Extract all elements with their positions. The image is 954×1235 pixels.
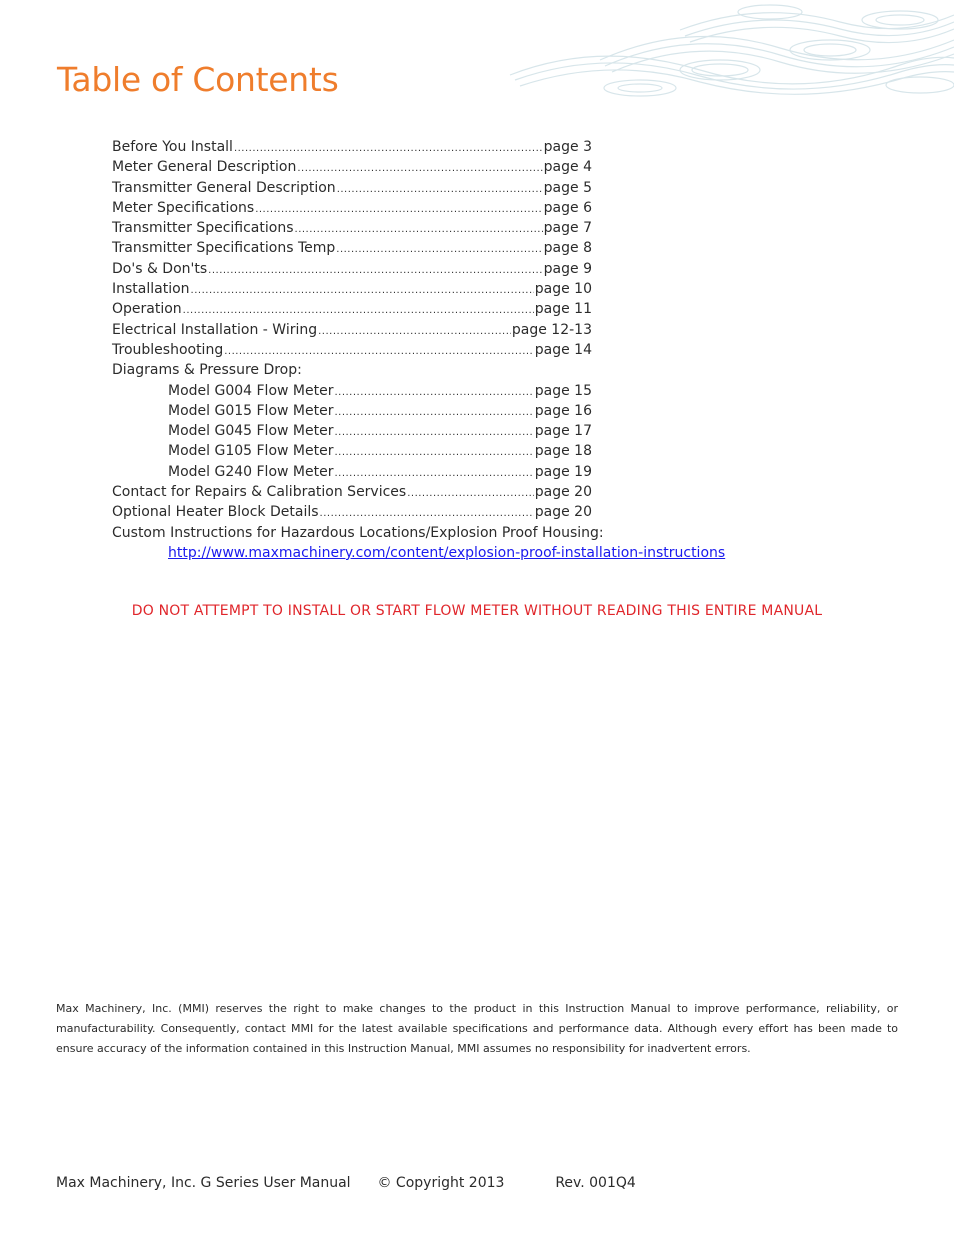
toc-entry-page: page 11	[534, 301, 592, 318]
toc-entry-page: page 10	[534, 281, 592, 298]
toc-entry-page: page 18	[534, 443, 592, 460]
leader-dots	[208, 261, 543, 281]
custom-instructions-heading: Custom Instructions for Hazardous Locations/Explosion Proof Housing:	[112, 524, 604, 541]
toc-entry	[112, 157, 592, 177]
toc-entry-label: Contact for Repairs & Calibration Services	[112, 484, 407, 501]
toc-entry-label: Meter General Description	[112, 159, 297, 176]
toc-entry-page: page 8	[543, 240, 592, 257]
toc-entry-page: page 9	[543, 260, 592, 277]
leader-dots	[234, 139, 543, 159]
toc-entry	[112, 462, 592, 482]
explosion-proof-instructions-link[interactable]: http://www.maxmachinery.com/content/explosion-proof-installation-instructions	[168, 544, 726, 561]
toc-entry	[112, 198, 592, 218]
leader-dots	[334, 403, 533, 423]
toc-entry-page: page 3	[543, 139, 592, 155]
table-of-contents	[112, 137, 726, 563]
toc-entry-page: page 20	[534, 484, 592, 501]
toc-entry-page: page 7	[543, 220, 592, 237]
page-title: Table of Contents	[57, 60, 339, 99]
toc-entry-page: page 15	[534, 382, 592, 399]
toc-section-heading	[112, 360, 592, 380]
toc-entry-page: page 17	[534, 423, 592, 440]
toc-entry	[112, 482, 592, 502]
leader-dots	[320, 504, 534, 524]
toc-section-heading	[112, 523, 732, 543]
toc-entry-page: page 12-13	[511, 321, 592, 338]
toc-entry-label: Model G105 Flow Meter	[168, 443, 334, 460]
toc-entry	[112, 320, 592, 340]
leader-dots	[334, 443, 533, 463]
leader-dots	[334, 464, 533, 484]
leader-dots	[191, 281, 534, 301]
toc-entry-label: Model G045 Flow Meter	[168, 423, 334, 440]
toc-entry-label: Model G240 Flow Meter	[168, 463, 334, 480]
toc-entry	[112, 218, 592, 238]
leader-dots	[255, 200, 542, 220]
leader-dots	[334, 383, 533, 403]
toc-entry-label: Meter Specifications	[112, 199, 255, 216]
leader-dots	[183, 301, 534, 321]
toc-entry-page: page 19	[534, 463, 592, 480]
toc-entry	[112, 299, 592, 319]
toc-entry-label: Transmitter General Description	[112, 179, 336, 196]
page-footer	[56, 1175, 636, 1191]
toc-entry-label: Model G015 Flow Meter	[168, 402, 334, 419]
toc-entry	[112, 421, 592, 441]
toc-entry-label: Installation	[112, 281, 190, 298]
toc-entry	[112, 137, 592, 157]
toc-entry-label: Operation	[112, 301, 182, 318]
warning-notice: DO NOT ATTEMPT TO INSTALL OR START FLOW METER WITHOUT READING THIS ENTIRE MANUAL	[131, 603, 823, 619]
toc-entry-label: Before You Install	[112, 139, 233, 155]
leader-dots	[295, 220, 543, 240]
leader-dots	[224, 342, 534, 362]
footer-revision: Rev. 001Q4	[555, 1175, 636, 1191]
toc-entry-label: Transmitter Specifications	[112, 220, 294, 237]
toc-entry-page: page 6	[543, 199, 592, 216]
leader-dots	[318, 322, 511, 342]
toc-entry-label: Do's & Don'ts	[112, 260, 208, 277]
toc-entry-label: Electrical Installation - Wiring	[112, 321, 318, 338]
toc-entry-page: page 4	[543, 159, 592, 176]
footer-manual-name: Max Machinery, Inc. G Series User Manual	[56, 1175, 351, 1191]
toc-entry	[112, 178, 592, 198]
toc-entry	[112, 259, 592, 279]
toc-entry	[112, 279, 592, 299]
leader-dots	[337, 180, 543, 200]
toc-entry	[112, 502, 592, 522]
toc-entry-page: page 16	[534, 402, 592, 419]
toc-entry-label: Transmitter Specifications Temp	[112, 240, 336, 257]
toc-entry-label: Model G004 Flow Meter	[168, 382, 334, 399]
footer-copyright: © Copyright 2013	[377, 1175, 505, 1191]
leader-dots	[407, 484, 534, 504]
toc-entry	[112, 441, 592, 461]
leader-dots	[334, 423, 533, 443]
link-row	[112, 543, 808, 563]
toc-entry-label: Optional Heater Block Details	[112, 504, 319, 521]
toc-entry	[112, 381, 592, 401]
leader-dots	[336, 240, 542, 260]
toc-entry	[112, 340, 592, 360]
toc-entry-page: page 14	[534, 341, 592, 358]
toc-entry	[112, 401, 592, 421]
leader-dots	[297, 159, 542, 179]
diagrams-heading: Diagrams & Pressure Drop:	[112, 362, 302, 379]
toc-entry	[112, 238, 592, 258]
disclaimer-text: Max Machinery, Inc. (MMI) reserves the right to make changes to the product in this Instruction Manual to improve performance, reliability, or manufacturability. Consequently, contact MMI for the latest available specifications and performance data. Although every effort has been made to ensure accuracy of the information contained in this Instruction Manual, MMI assumes no responsibility for inadvertent errors.	[56, 1002, 898, 1055]
toc-entry-page: page 5	[543, 179, 592, 196]
toc-entry-label: Troubleshooting	[112, 341, 224, 358]
toc-entry-page: page 20	[534, 504, 592, 521]
